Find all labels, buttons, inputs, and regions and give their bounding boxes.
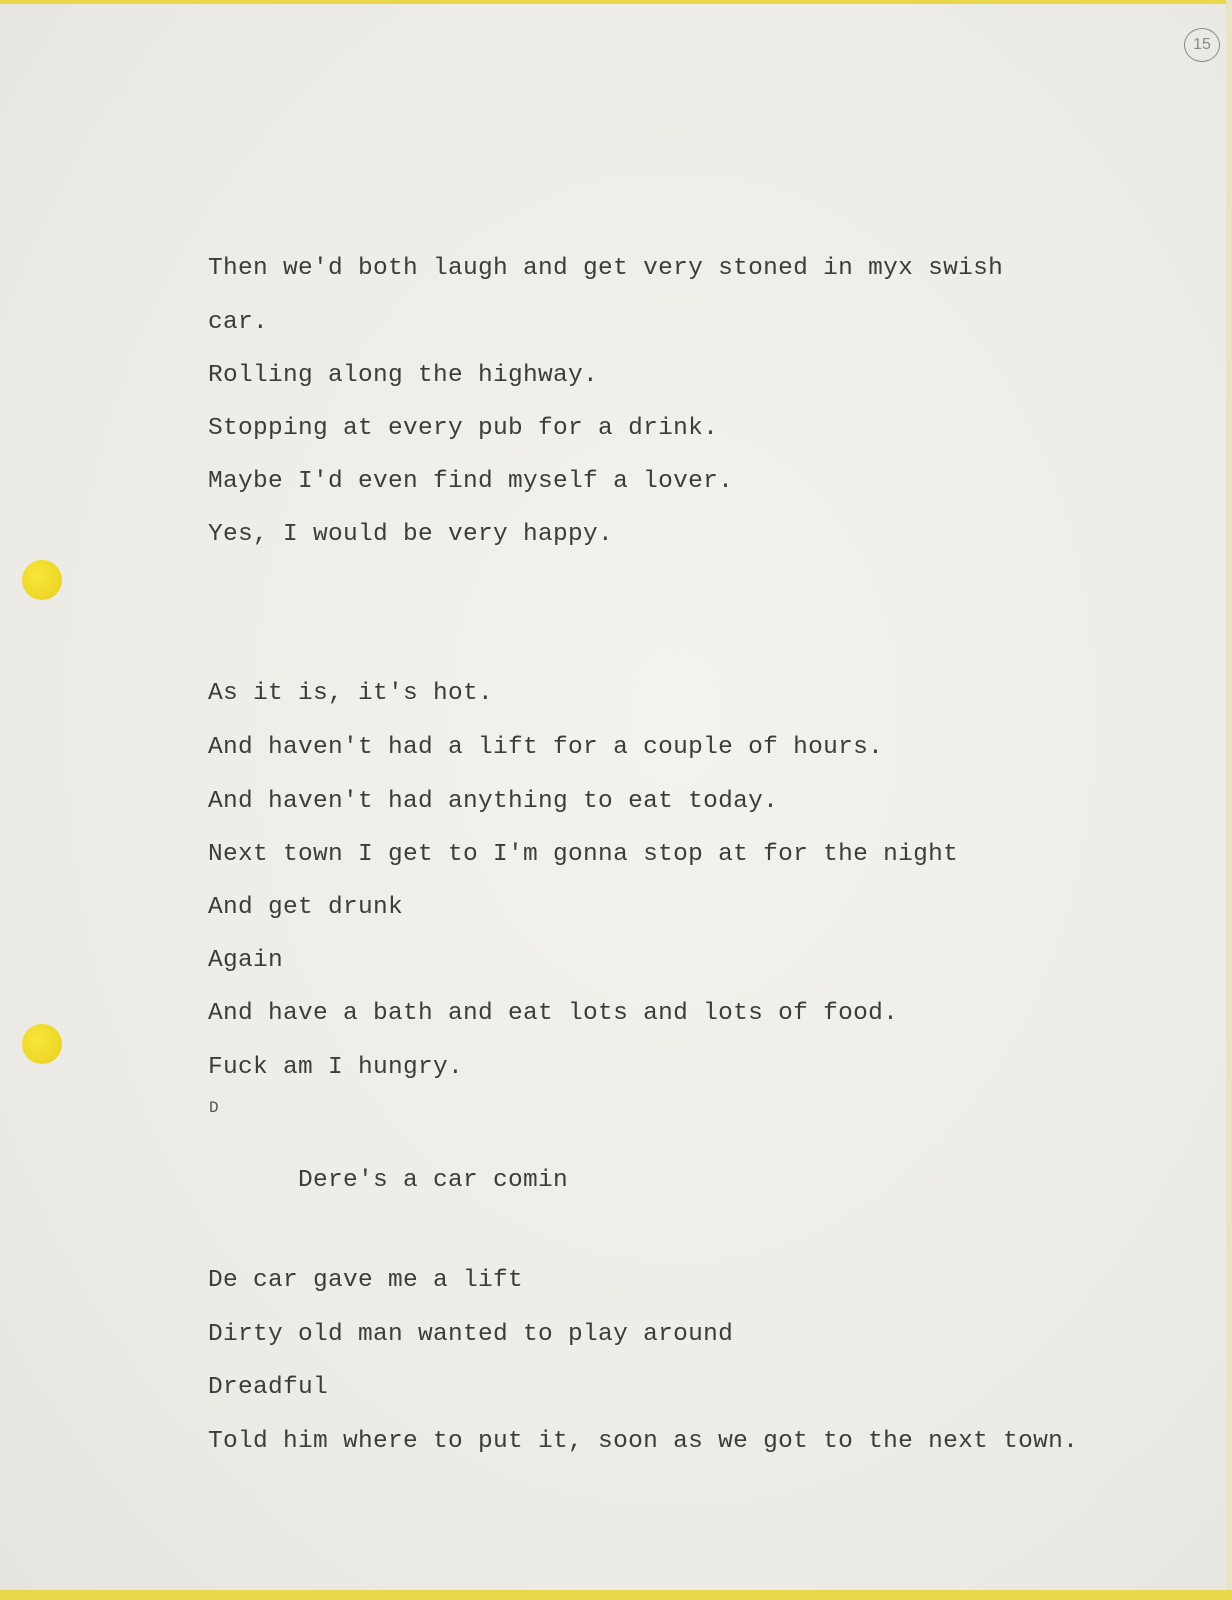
line: And haven't had anything to eat today. bbox=[208, 788, 779, 815]
line: Dirty old man wanted to play around bbox=[208, 1321, 734, 1348]
line: Then we'd both laugh and get very stoned in myx swish bbox=[208, 255, 1004, 282]
line: And get drunk bbox=[208, 894, 404, 921]
line: As it is, it's hot. bbox=[208, 680, 494, 707]
line: Told him where to put it, soon as we got to the next town. bbox=[208, 1428, 1079, 1455]
line: Fuck am I hungry. bbox=[208, 1054, 464, 1081]
typewritten-page bbox=[0, 4, 1226, 1590]
line: Again bbox=[208, 947, 284, 974]
line: De car gave me a lift bbox=[208, 1267, 524, 1294]
line: car. bbox=[208, 309, 269, 336]
binder-hole-top bbox=[22, 560, 62, 600]
line: Rolling along the highway. bbox=[208, 362, 599, 389]
line: Yes, I would be very happy. bbox=[208, 521, 614, 548]
line: And haven't had a lift for a couple of hours. bbox=[208, 734, 884, 761]
line bbox=[208, 1099, 569, 1226]
line: And have a bath and eat lots and lots of food. bbox=[208, 1000, 899, 1027]
paper-edge bbox=[1226, 0, 1232, 1600]
line: Next town I get to I'm gonna stop at for the night bbox=[208, 841, 959, 868]
overstrike-letter: D bbox=[209, 1099, 219, 1117]
line: Maybe I'd even find myself a lover. bbox=[208, 468, 734, 495]
line-text: Dere's a car comin bbox=[298, 1167, 569, 1194]
binder-edge bbox=[0, 1590, 1232, 1600]
page-number: 15 bbox=[1184, 28, 1220, 62]
line: Stopping at every pub for a drink. bbox=[208, 415, 719, 442]
line: Dreadful bbox=[208, 1374, 329, 1401]
binder-hole-bottom bbox=[22, 1024, 62, 1064]
